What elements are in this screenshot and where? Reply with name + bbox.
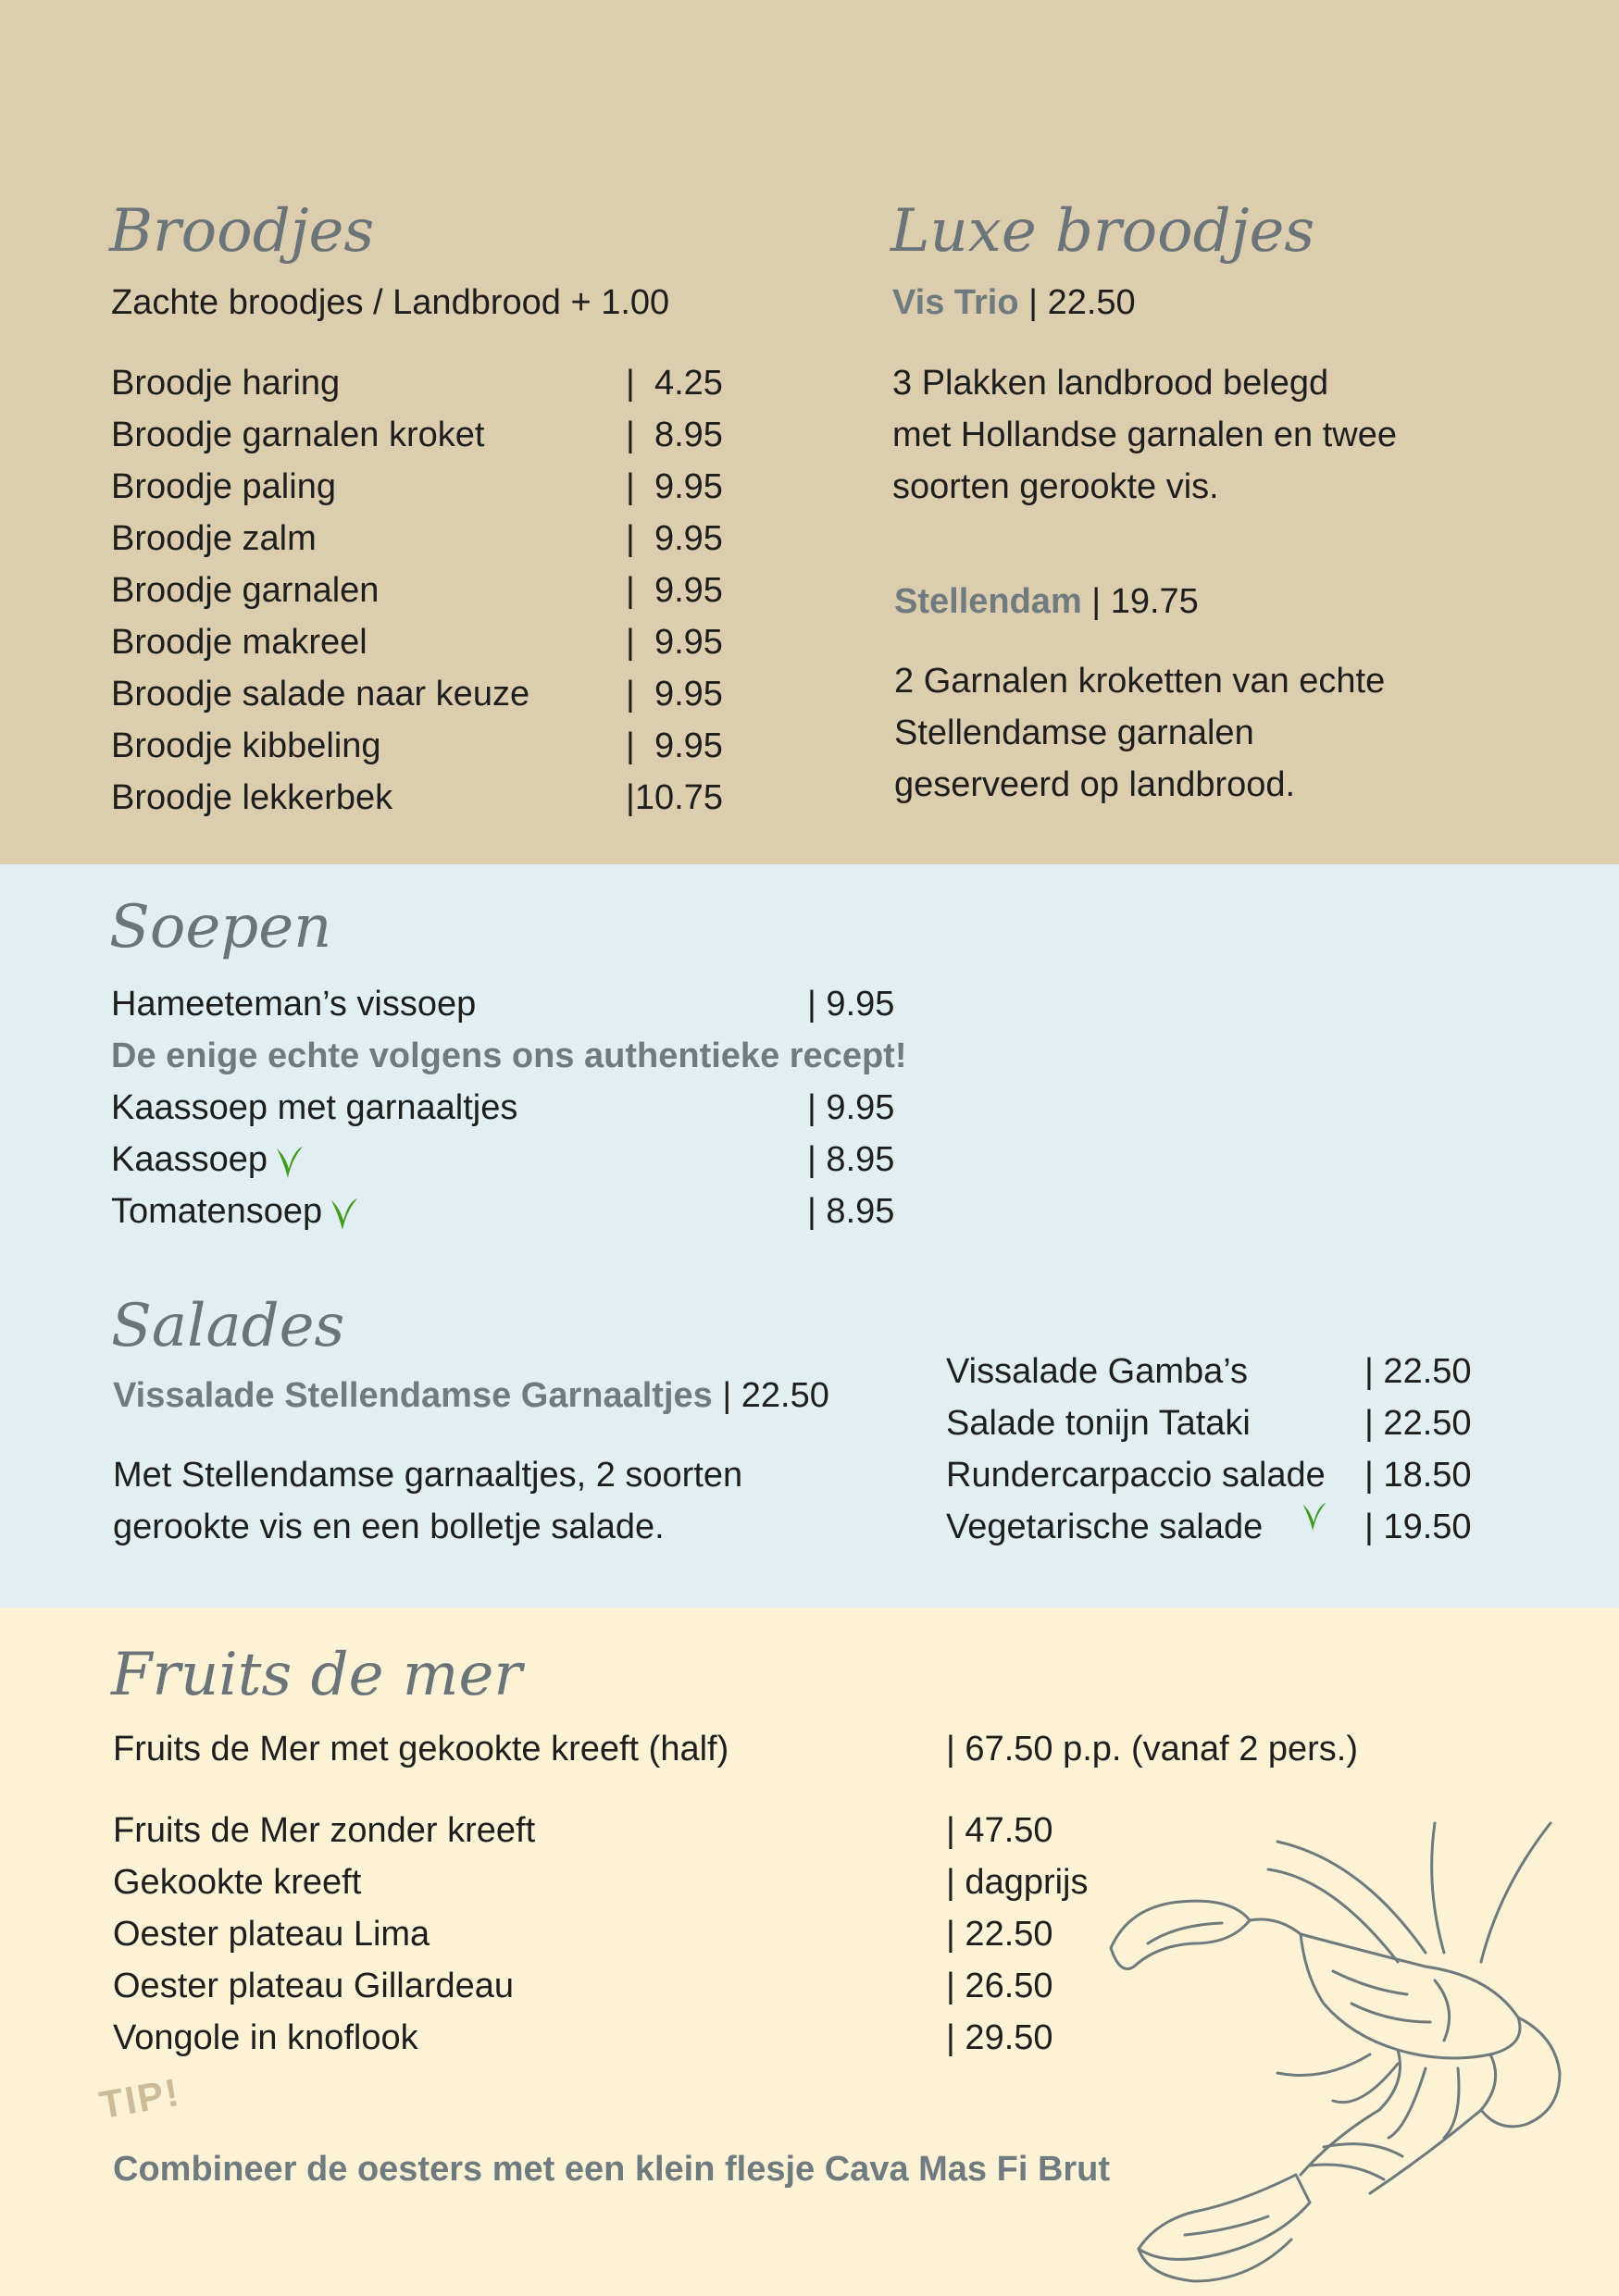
- list-item: [113, 1960, 1224, 2012]
- list-item: [111, 565, 759, 616]
- item-name: Kaassoep met garnaaltjes: [111, 1088, 518, 1127]
- item-price: | 9.95: [626, 675, 723, 714]
- list-item: [111, 409, 759, 461]
- fruits-headline-name: Fruits de Mer met gekookte kreeft (half): [113, 1730, 729, 1769]
- item-name: Kaassoep: [111, 1140, 268, 1179]
- item-name: Hameeteman’s vissoep: [111, 985, 477, 1024]
- luxe-broodjes-title: Luxe broodjes: [890, 197, 1315, 266]
- item-price: | 22.50: [1364, 1404, 1472, 1443]
- stellendam-price: | 19.75: [1081, 582, 1199, 621]
- item-name: Tomatensoep: [111, 1192, 323, 1231]
- item-price: | 19.50: [1364, 1508, 1472, 1546]
- item-price: | 9.95: [626, 467, 723, 506]
- list-item: [111, 1082, 944, 1134]
- item-name: Vongole in knoflook: [113, 2018, 418, 2057]
- list-item: [113, 1805, 1224, 1856]
- item-name: Fruits de Mer zonder kreeft: [113, 1811, 536, 1850]
- vis-trio-name: Vis Trio: [892, 283, 1019, 322]
- fruits-de-mer-title: Fruits de mer: [111, 1641, 522, 1709]
- list-item: [946, 1501, 1520, 1553]
- vegan-leaf-icon: [273, 1141, 306, 1182]
- stellendam-desc-3: geserveerd op landbrood.: [894, 765, 1296, 804]
- item-name: Broodje kibbeling: [111, 726, 381, 765]
- item-price: | 22.50: [1364, 1352, 1472, 1391]
- soup-note: [111, 1030, 944, 1082]
- fruits-headline-price: | 67.50 p.p. (vanaf 2 pers.): [946, 1730, 1359, 1769]
- vis-trio-desc-3: soorten gerookte vis.: [892, 467, 1219, 506]
- item-price: | dagprijs: [946, 1863, 1089, 1902]
- broodjes-title: Broodjes: [109, 197, 375, 266]
- salade-featured-desc-1: Met Stellendamse garnaaltjes, 2 soorten: [113, 1456, 743, 1495]
- item-price: | 9.95: [807, 985, 895, 1024]
- list-item: [111, 513, 759, 565]
- item-price: | 9.95: [626, 519, 723, 558]
- list-item: [111, 668, 759, 720]
- stellendam-name: Stellendam: [894, 582, 1082, 621]
- list-item: [113, 2012, 1224, 2064]
- item-name: Broodje garnalen kroket: [111, 416, 485, 454]
- list-item: [111, 616, 759, 668]
- item-price: | 29.50: [946, 2018, 1053, 2057]
- list-item: [946, 1397, 1520, 1449]
- item-price: | 9.95: [626, 623, 723, 662]
- stellendam-desc-2: Stellendamse garnalen: [894, 714, 1254, 752]
- list-item: [111, 978, 944, 1030]
- item-name: Broodje salade naar keuze: [111, 675, 530, 714]
- list-item: [111, 1185, 944, 1237]
- soepen-title: Soepen: [109, 893, 332, 962]
- item-name: Vegetarische salade: [946, 1508, 1264, 1546]
- item-price: | 9.95: [626, 571, 723, 610]
- item-name: Oester plateau Gillardeau: [113, 1967, 515, 2005]
- soepen-list: [111, 978, 944, 1237]
- vis-trio-line: [892, 280, 1136, 325]
- broodjes-subtitle: Zachte broodjes / Landbrood + 1.00: [111, 283, 670, 322]
- item-price: | 9.95: [807, 1088, 895, 1127]
- item-price: | 8.95: [807, 1192, 895, 1231]
- salades-title: Salades: [111, 1292, 345, 1360]
- item-price: | 26.50: [946, 1967, 1053, 2005]
- item-name: Broodje zalm: [111, 519, 317, 558]
- item-name: Broodje garnalen: [111, 571, 380, 610]
- item-name: Vissalade Gamba’s: [946, 1352, 1249, 1391]
- vis-trio-desc-1: 3 Plakken landbrood belegd: [892, 364, 1329, 403]
- tip-text: Combineer de oesters met een klein flesje Cava Mas Fi Brut: [113, 2150, 1111, 2189]
- item-price: | 9.95: [626, 726, 723, 765]
- stellendam-line: [894, 579, 1199, 624]
- item-name: Broodje lekkerbek: [111, 778, 393, 817]
- item-price: | 4.25: [626, 364, 723, 403]
- item-price: | 18.50: [1364, 1456, 1472, 1495]
- list-item: [113, 1908, 1224, 1960]
- list-item: [111, 461, 759, 513]
- list-item: [946, 1346, 1520, 1397]
- item-name: Gekookte kreeft: [113, 1863, 362, 1902]
- item-name: Broodje haring: [111, 364, 341, 403]
- salades-list: [946, 1346, 1520, 1553]
- list-item: [111, 772, 759, 824]
- salade-featured-name: Vissalade Stellendamse Garnaaltjes: [113, 1376, 713, 1415]
- item-price: |10.75: [626, 778, 723, 817]
- list-item: [111, 1134, 944, 1185]
- item-name: Rundercarpaccio salade: [946, 1456, 1326, 1495]
- list-item: [111, 720, 759, 772]
- broodjes-list: [111, 357, 759, 824]
- stellendam-desc-1: 2 Garnalen kroketten van echte: [894, 662, 1386, 701]
- list-item: [113, 1856, 1224, 1908]
- item-price: | 8.95: [626, 416, 723, 454]
- item-price: | 22.50: [946, 1915, 1053, 1954]
- soup-note-text: De enige echte volgens ons authentieke recept!: [111, 1036, 907, 1075]
- salade-featured-price: | 22.50: [712, 1376, 829, 1415]
- vis-trio-price: | 22.50: [1018, 283, 1136, 322]
- item-name: Salade tonijn Tataki: [946, 1404, 1251, 1443]
- list-item: [111, 357, 759, 409]
- salade-featured-desc-2: gerookte vis en een bolletje salade.: [113, 1508, 665, 1546]
- item-price: | 8.95: [807, 1140, 895, 1179]
- fruits-list: [113, 1805, 1224, 2064]
- vegan-leaf-icon: [1300, 1497, 1329, 1534]
- item-price: | 47.50: [946, 1811, 1053, 1850]
- salade-featured-line: [113, 1373, 829, 1418]
- vis-trio-desc-2: met Hollandse garnalen en twee: [892, 416, 1398, 454]
- list-item: [946, 1449, 1520, 1501]
- item-name: Oester plateau Lima: [113, 1915, 430, 1954]
- vegan-leaf-icon: [328, 1193, 361, 1234]
- item-name: Broodje paling: [111, 467, 336, 506]
- item-name: Broodje makreel: [111, 623, 367, 662]
- tip-label: TIP!: [96, 2069, 184, 2128]
